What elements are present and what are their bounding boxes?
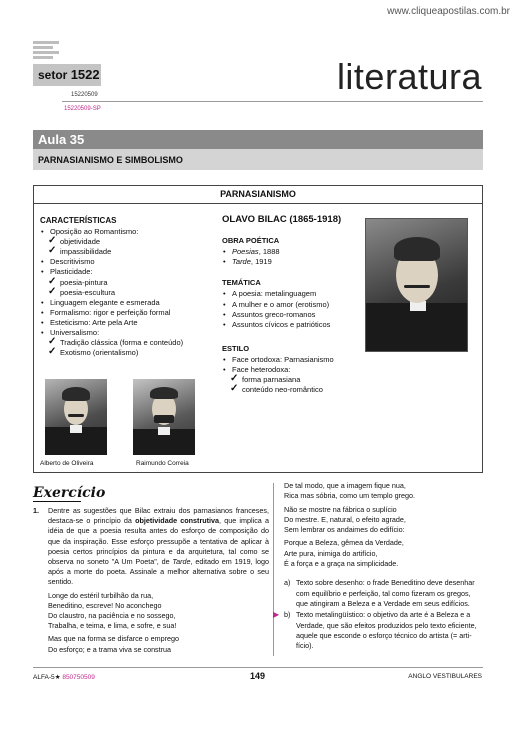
subject-title: literatura [336, 56, 482, 97]
caracteristica-check-item [40, 285, 230, 298]
poem-line: Porque a Beleza, gêmea da Verdade, [284, 538, 404, 548]
parnasianismo-box [33, 185, 483, 473]
obra-item [222, 247, 362, 257]
footer-left: ALFA-5★ 850750509 [33, 674, 95, 681]
aula-subtitle: PARNASIANISMO E SIMBOLISMO [38, 155, 183, 165]
check-icon: ✓ [48, 336, 57, 348]
obra-item [222, 257, 362, 267]
poem-line: Trabalha, e teima, e lima, e sofre, e sua! [48, 621, 177, 631]
header-stripes-decoration [33, 41, 59, 61]
caracteristica-check-text: impassibilidade [60, 247, 112, 257]
caracteristica-check-item [40, 338, 230, 348]
poem-line: Do claustro, na paciência e no sossego, [48, 611, 176, 621]
raimundo-caption: Raimundo Correia [136, 460, 189, 467]
footer-code: 850750509 [62, 674, 95, 681]
exercicio-heading: Exercício [33, 485, 106, 501]
bilac-heading: OLAVO BILAC (1865-1918) [222, 214, 342, 225]
header-code-sp: 15220509-SP [64, 106, 101, 112]
answer-arrow-icon: ▶ [273, 610, 280, 620]
obra-heading: OBRA POÉTICA [222, 236, 280, 246]
caracteristica-check-item [40, 348, 230, 358]
estilo-check-text: forma parnasiana [242, 375, 301, 385]
option-text: Texto sobre desenho: o frade Beneditino deve desenhar com equilíbrio e perfeição, tal como fizeram os gregos, que atingiram a Beleza e a Verdade em seus edifícios. [296, 578, 475, 608]
aula-bar [33, 130, 483, 149]
caracteristica-check-text: poesia-pintura [60, 277, 108, 287]
bilac-portrait [365, 218, 468, 352]
site-url[interactable]: www.cliqueapostilas.com.br [387, 6, 510, 17]
caracteristica-bullet-item: • Oposição ao Romantismo: [40, 227, 230, 237]
question-intro: Dentre as sugestões que Bilac extraiu dos parnasianos franceses, destaca-se o princípio da objetividade construtiva, que implica a idéia de que a poesia resulta antes do esforço de composição do que da inspiração. Esse esforço pressupõe a tentativa de aplicar à poesia certos princípios da pintura e da arquitetura, tal como se observa no soneto "A Um Poeta", de Tarde, editado em 1919, logo após a morte do poeta. Assinale a melhor alternativa sobre o seu sentido. [48, 506, 270, 587]
exercise-right-column [273, 481, 484, 652]
check-icon: ✓ [230, 383, 239, 395]
check-icon: ✓ [48, 346, 57, 358]
estilo-check-text: conteúdo neo-romântico [242, 385, 323, 395]
estilo-bullet-item: • Face ortodoxa: Parnasianismo [222, 355, 362, 365]
estilo-check-item [222, 375, 362, 385]
page-number: 149 [250, 671, 266, 681]
raimundo-portrait [133, 379, 195, 455]
check-icon: ✓ [48, 285, 57, 297]
poem-line: Arte pura, inimiga do artifício, [284, 548, 378, 558]
answer-options [273, 578, 484, 651]
option-letter: a) [284, 578, 291, 588]
poem-line: Mas que na forma se disfarce o emprego [48, 634, 180, 644]
check-icon: ✓ [48, 275, 57, 287]
header-divider [62, 101, 483, 102]
caracteristica-bullet-item: • Esteticismo: Arte pela Arte [40, 318, 230, 328]
option-letter: b) [284, 610, 291, 620]
tematica-item: • Assuntos greco-romanos [222, 310, 362, 320]
tarde-title: Tarde [172, 557, 191, 567]
tematica-list [222, 289, 362, 329]
caracteristica-bullet-item: • Linguagem elegante e esmerada [40, 298, 230, 308]
check-icon: ✓ [230, 373, 239, 385]
alberto-portrait [45, 379, 107, 455]
column-separator [273, 483, 274, 656]
exercicio-underline [33, 501, 81, 502]
setor-word: setor [38, 68, 68, 82]
header-code: 15220509 [71, 92, 98, 98]
caracteristicas-heading: CARACTERÍSTICAS [40, 216, 117, 225]
poem-left [48, 591, 269, 655]
estilo-list [222, 355, 362, 395]
tematica-heading: TEMÁTICA [222, 278, 261, 288]
obra-year: , 1919 [250, 257, 272, 267]
tematica-item: • A mulher e o amor (erotismo) [222, 300, 362, 310]
caracteristica-bullet-item: • Descritivismo [40, 257, 230, 267]
footer-right: ANGLO VESTIBULARES [408, 673, 482, 680]
estilo-check-item [222, 385, 362, 395]
alberto-caption: Alberto de Oliveira [40, 460, 94, 467]
star-icon: ★ [54, 674, 61, 681]
caracteristica-check-text: poesia-escultura [60, 287, 116, 297]
obra-year: , 1888 [258, 247, 280, 257]
obra-title: Poesias [232, 247, 259, 257]
obra-title: Tarde [232, 257, 251, 267]
poem-line: Rica mas sóbria, como um templo grego. [284, 491, 416, 501]
caracteristicas-list [40, 227, 230, 358]
box-title: PARNASIANISMO [220, 189, 296, 199]
caracteristica-bullet-item: • Universalismo: [40, 328, 230, 338]
answer-option-b [273, 610, 484, 651]
caracteristica-bullet-item: • Plasticidade: [40, 267, 230, 277]
box-title-divider [34, 203, 482, 204]
answer-option-a [284, 578, 484, 609]
poem-line: Do esforço; e a trama viva se construa [48, 644, 172, 654]
check-icon: ✓ [48, 235, 57, 247]
poem-line: Sem lembrar os andaimes do edifício: [284, 525, 405, 535]
setor-label [38, 67, 100, 82]
poem-line: Beneditino, escreve! No aconchego [48, 600, 162, 610]
poem-line: Do mestre. E, natural, o efeito agrade, [284, 514, 406, 524]
aula-title: Aula 35 [38, 132, 85, 147]
estilo-heading: ESTILO [222, 343, 250, 353]
highlight-objetividade: objetividade construtiva [135, 516, 220, 526]
poem-line: Não se mostre na fábrica o suplício [284, 504, 397, 514]
check-icon: ✓ [48, 245, 57, 257]
caracteristica-check-text: Tradição clássica (forma e conteúdo) [60, 338, 184, 348]
caracteristica-bullet-item: • Formalismo: rigor e perfeição formal [40, 308, 230, 318]
question-number: 1. [33, 506, 39, 515]
caracteristica-check-text: Exotismo (orientalismo) [60, 348, 139, 358]
tematica-item: • Assuntos cívicos e patrióticos [222, 320, 362, 330]
obra-list [222, 247, 362, 267]
poem-right [284, 481, 484, 569]
caracteristica-check-item [40, 275, 230, 288]
caracteristica-check-item [40, 247, 230, 257]
option-text: Texto metalingüístico: o objetivo da arte é a Beleza e a Verdade, que são efeitos produzidos pelo texto eficiente, aquele que esconde o esforço técnico do artista (= artifício). [296, 610, 477, 651]
bilac-column [222, 215, 362, 395]
estilo-bullet-item: • Face heterodoxa: [222, 365, 362, 375]
footer-divider [33, 667, 483, 668]
caracteristica-check-item [40, 237, 230, 247]
poem-line: É a força e a graça na simplicidade. [284, 559, 399, 569]
poem-line: Longe do estéril turbilhão da rua, [48, 590, 154, 600]
tematica-item: • A poesia: metalinguagem [222, 289, 362, 299]
caracteristicas-column [40, 216, 230, 358]
setor-number: 1522 [70, 67, 100, 82]
caracteristica-check-text: objetividade [60, 237, 101, 247]
poem-line: De tal modo, que a imagem fique nua, [284, 481, 406, 490]
question-body [48, 506, 269, 655]
